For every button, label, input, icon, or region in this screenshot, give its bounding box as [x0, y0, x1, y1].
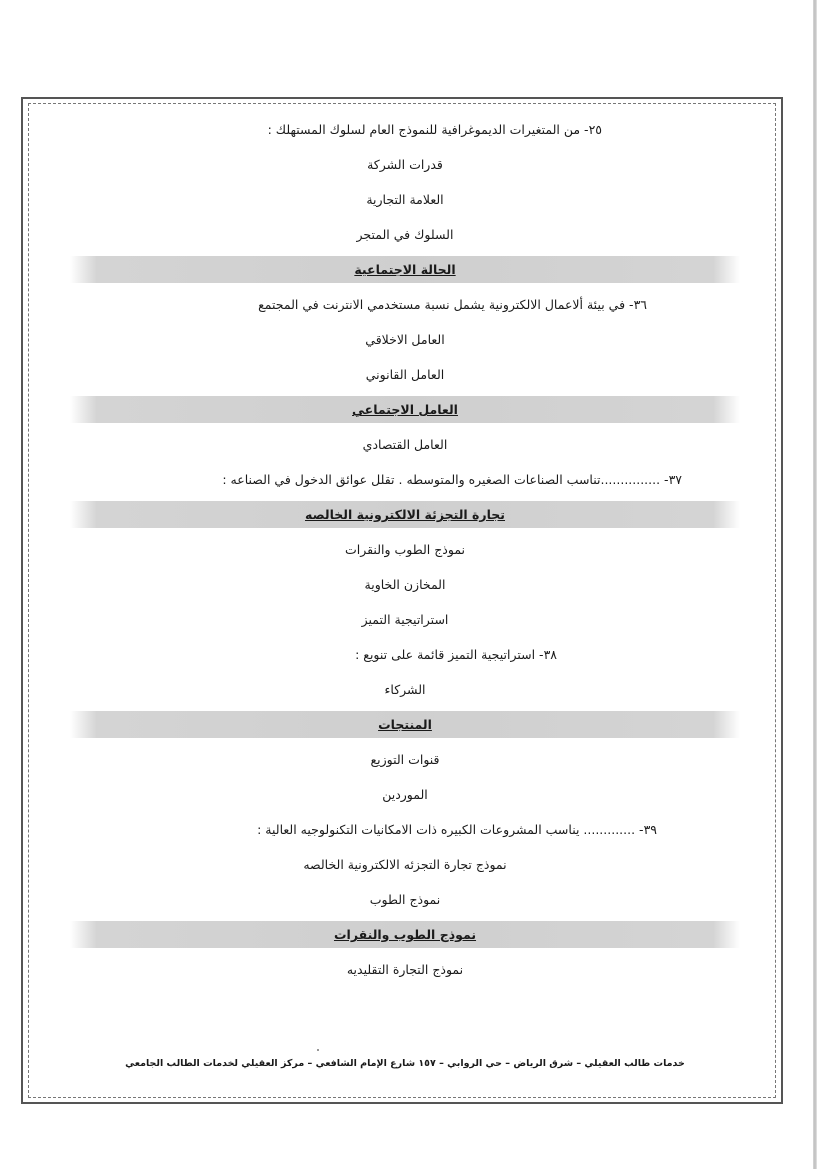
option-text: نموذج الطوب — [369, 892, 441, 907]
answer-highlight — [70, 711, 740, 738]
option-text: استراتيجية التميز — [361, 612, 449, 627]
question-text: ٣٩- ............. يناسب المشروعات الكبيره ذات الامكانيات التكنولوجيه العالية : — [257, 822, 657, 837]
option-text: الشركاء — [384, 682, 426, 697]
option-text: الموردين — [382, 787, 428, 802]
option-text: العلامة التجارية — [366, 192, 444, 207]
answer-text: المنتجات — [378, 717, 432, 732]
page-edge-shadow — [813, 0, 817, 1169]
option-text: نموذج التجارة التقليديه — [346, 962, 464, 977]
page-footer: خدمات طالب العقيلي – شرق الرياض – حي الروابي – ١٥٧ شارع الإمام الشافعي – مركز العقيلي لخدمات الطالب الجامعي — [125, 1058, 685, 1069]
option-text: المخازن الخاوية — [364, 577, 446, 592]
option-text: قدرات الشركة — [367, 157, 443, 172]
option-text: العامل القتصادي — [362, 437, 448, 452]
stray-mark — [317, 1049, 319, 1051]
answer-highlight — [70, 396, 740, 423]
question-text: ٣٧- ...............تناسب الصناعات الصغيره والمتوسطه . تقلل عوائق الدخول في الصناعه : — [222, 472, 682, 487]
question-text: ٣٦- في بيئة ألاعمال الالكترونية يشمل نسبة مستخدمي الانترنت في المجتمع — [258, 297, 647, 312]
answer-highlight — [70, 501, 740, 528]
question-list — [40, 112, 770, 987]
question-text: ٣٨- استراتيجية التميز قائمة على تنويع : — [355, 647, 557, 662]
option-text: العامل الاخلاقي — [365, 332, 445, 347]
option-text: قنوات التوزيع — [370, 752, 440, 767]
answer-highlight — [70, 256, 740, 283]
answer-text: نموذج الطوب والنقرات — [333, 927, 477, 942]
answer-text: الحالة الاجتماعية — [354, 262, 456, 277]
question-text: ٢٥- من المتغيرات الديموغرافية للنموذج العام لسلوك المستهلك : — [267, 122, 602, 137]
option-text: السلوك في المتجر — [356, 227, 454, 242]
option-text: نموذج الطوب والنقرات — [344, 542, 466, 557]
option-text: العامل القانوني — [365, 367, 445, 382]
answer-text: العامل الاجتماعي — [352, 402, 458, 417]
answer-highlight — [70, 921, 740, 948]
option-text: نموذج تجارة التجزئه الالكترونية الخالصه — [303, 857, 507, 872]
answer-text: تجارة التجزئة الالكترونية الخالصه — [304, 507, 506, 522]
